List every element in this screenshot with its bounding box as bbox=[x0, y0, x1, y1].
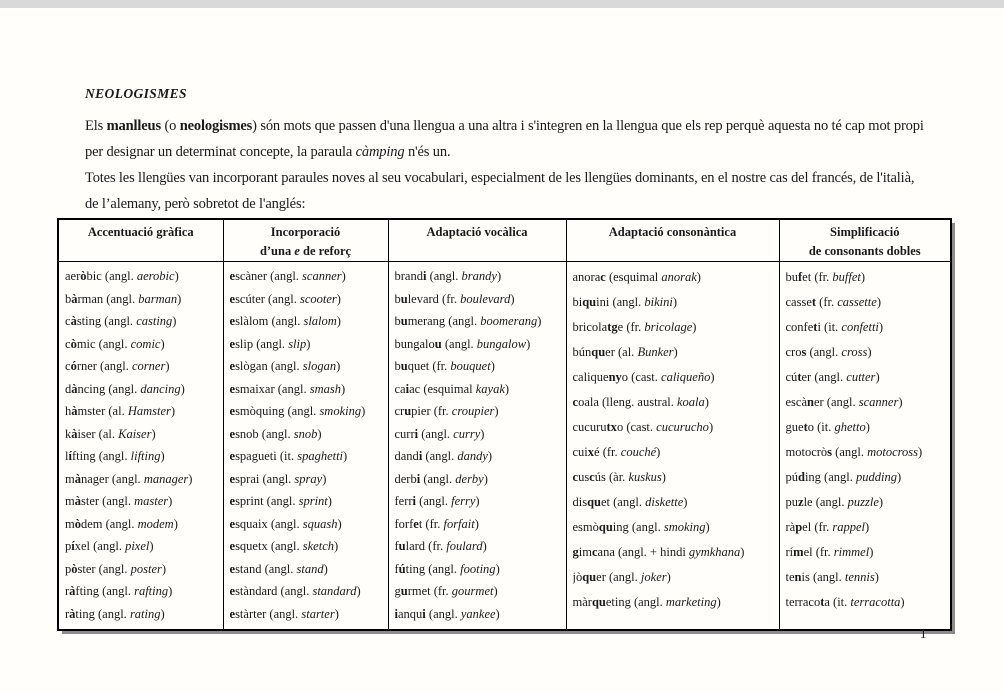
table-entry: caiac (esquimal kayak) bbox=[394, 381, 510, 396]
table-entry: bulevard (fr. boulevard) bbox=[394, 291, 515, 306]
column-header-line: Adaptació consonàntica bbox=[608, 225, 737, 239]
table-entry: ràpel (fr. rappel) bbox=[785, 520, 870, 534]
table-entry: disquet (angl. diskette) bbox=[572, 495, 688, 509]
column-header-4 bbox=[566, 219, 779, 262]
table-entry: aeròbic (angl. aerobic) bbox=[65, 269, 179, 283]
table-entry: jòquer (angl. joker) bbox=[572, 570, 671, 584]
table-entry: mànager (angl. manager) bbox=[65, 471, 193, 486]
column-header-3 bbox=[388, 219, 566, 262]
table-entry: esmòquing (angl. smoking) bbox=[572, 520, 710, 534]
table-entry: escàner (angl. scanner) bbox=[229, 269, 346, 283]
table-entry: ràfting (angl. rafting) bbox=[65, 584, 173, 598]
doc-title: NEOLOGISMES bbox=[85, 86, 187, 101]
table-entry: rímel (fr. rimmel) bbox=[785, 545, 874, 559]
table-entry: fulard (fr. foulard) bbox=[394, 539, 487, 553]
table-entry: hàmster (al. Hamster) bbox=[65, 404, 176, 418]
table-entry: esmòquing (angl. smoking) bbox=[229, 404, 366, 418]
table-entry: esprint (angl. sprint) bbox=[229, 494, 332, 508]
column-cell-3 bbox=[388, 262, 566, 631]
table-entry: bungalou (angl. bungalow) bbox=[394, 336, 531, 351]
intro-line-2: per designar un determinat concepte, la paraula càmping n'és un. bbox=[85, 144, 451, 160]
top-strip bbox=[0, 0, 1004, 8]
table-entry: ferri (angl. ferry) bbox=[394, 494, 480, 508]
table-entry: píxel (angl. pixel) bbox=[65, 539, 154, 553]
table-entry: forfet (fr. forfait) bbox=[394, 516, 479, 531]
table-entry: gueto (it. ghetto) bbox=[785, 420, 870, 434]
table-entry: cucurutxo (cast. cucurucho) bbox=[572, 420, 714, 434]
column-cell-1 bbox=[58, 262, 223, 631]
table-entry: càsting (angl. casting) bbox=[65, 314, 177, 328]
table-entry: confeti (it. confetti) bbox=[785, 320, 884, 334]
column-cell-5 bbox=[779, 262, 951, 631]
table-entry: casset (fr. cassette) bbox=[785, 295, 881, 309]
table-entry: anorac (esquimal anorak) bbox=[572, 270, 701, 284]
column-cell-2 bbox=[223, 262, 388, 631]
table-entry: dàncing (angl. dancing) bbox=[65, 381, 185, 396]
table-entry: tenis (angl. tennis) bbox=[785, 570, 879, 584]
table-entry: estàndard (angl. standard) bbox=[229, 584, 361, 598]
table-entry: esprai (angl. spray) bbox=[229, 471, 327, 486]
table-entry: escàner (angl. scanner) bbox=[785, 395, 903, 409]
table-entry: gimcana (angl. + hindi gymkhana) bbox=[572, 545, 745, 559]
column-header-5 bbox=[779, 219, 951, 262]
table-entry: bàrman (angl. barman) bbox=[65, 291, 182, 306]
table-entry: esquetx (angl. sketch) bbox=[229, 539, 339, 553]
table-entry: cúter (angl. cutter) bbox=[785, 370, 880, 384]
table-body-row bbox=[58, 262, 951, 631]
column-cell-4 bbox=[566, 262, 779, 631]
table-entry: buquet (fr. bouquet) bbox=[394, 359, 495, 373]
table-entry: bricolatge (fr. bricolage) bbox=[572, 320, 697, 334]
column-header-line: Accentuació gràfica bbox=[87, 225, 194, 239]
column-header-line: Adaptació vocàlica bbox=[426, 225, 528, 239]
table-entry: espagueti (it. spaghetti) bbox=[229, 449, 348, 463]
table-entry: esmaixar (angl. smash) bbox=[229, 381, 346, 396]
table-entry: dandi (angl. dandy) bbox=[394, 449, 493, 463]
table-entry: terracota (it. terracotta) bbox=[785, 595, 905, 609]
table-entry: eslip (angl. slip) bbox=[229, 336, 311, 351]
table-entry: estàrter (angl. starter) bbox=[229, 606, 339, 621]
table-entry: córner (angl. corner) bbox=[65, 359, 170, 373]
table-entry: bufet (fr. buffet) bbox=[785, 270, 866, 284]
table-entry: púding (angl. pudding) bbox=[785, 470, 902, 484]
page-number: 1 bbox=[920, 626, 927, 641]
table-entry: caliquenyo (cast. caliqueño) bbox=[572, 370, 715, 384]
table-entry: bumerang (angl. boomerang) bbox=[394, 314, 542, 328]
table-entry: kàiser (al. Kaiser) bbox=[65, 426, 156, 441]
table-entry: eslàlom (angl. slalom) bbox=[229, 314, 341, 328]
table-entry: eslògan (angl. slogan) bbox=[229, 359, 341, 373]
table-entry: còmic (angl. comic) bbox=[65, 336, 165, 351]
intro-paragraphs bbox=[85, 113, 924, 217]
table-header-row bbox=[58, 219, 951, 262]
table-entry: motocròs (angl. motocross) bbox=[785, 445, 923, 459]
table-entry: curri (angl. curry) bbox=[394, 426, 485, 441]
table-entry: coala (lleng. austral. koala) bbox=[572, 395, 709, 409]
column-header-line: Simplificació bbox=[830, 225, 900, 239]
column-header-line: de consonants dobles bbox=[808, 244, 921, 258]
table-entry: mòdem (angl. modem) bbox=[65, 516, 178, 531]
column-header-1 bbox=[58, 219, 223, 262]
neologisms-table bbox=[57, 218, 952, 631]
table-entry: cuixé (fr. couché) bbox=[572, 445, 661, 459]
table-entry: derbi (angl. derby) bbox=[394, 471, 488, 486]
table-entry: fúting (angl. footing) bbox=[394, 561, 500, 576]
column-header-line: Incorporació bbox=[270, 225, 341, 239]
table-entry: pòster (angl. poster) bbox=[65, 561, 167, 576]
table-entry: esnob (angl. snob) bbox=[229, 426, 322, 441]
table-entry: màrqueting (angl. marketing) bbox=[572, 595, 721, 609]
table-entry: màster (angl. master) bbox=[65, 494, 173, 508]
intro-line-1: Els manlleus (o neologismes) són mots que passen d'una llengua a una altra i s'integren en la llengua que els rep perquè aquesta no té cap mot propi bbox=[85, 118, 924, 134]
intro-line-3: Totes les llengües van incorporant paraules noves al seu vocabulari, especialment de les llengües dominants, en el nostre cas del francés, de l'italià, bbox=[85, 170, 915, 186]
table-entry: crupier (fr. croupier) bbox=[394, 404, 499, 418]
table-entry: gurmet (fr. gourmet) bbox=[394, 584, 498, 598]
table-entry: ianqui (angl. yankee) bbox=[394, 606, 500, 621]
column-header-line: d’una e de reforç bbox=[259, 244, 352, 258]
table-entry: puzle (angl. puzzle) bbox=[785, 495, 884, 509]
table-entry: ràting (angl. rating) bbox=[65, 606, 165, 621]
table-entry: esquaix (angl. squash) bbox=[229, 516, 342, 531]
table-entry: búnquer (al. Bunker) bbox=[572, 345, 678, 359]
table-entry: cuscús (àr. kuskus) bbox=[572, 470, 666, 484]
table-entry: lífting (angl. lifting) bbox=[65, 449, 165, 463]
table-entry: estand (angl. stand) bbox=[229, 561, 328, 576]
table-entry: escúter (angl. scooter) bbox=[229, 291, 341, 306]
table-entry: cros (angl. cross) bbox=[785, 345, 872, 359]
table-entry: brandi (angl. brandy) bbox=[394, 269, 502, 283]
intro-line-4: de l’alemany, però sobretot de l'anglés: bbox=[85, 196, 306, 212]
column-header-2 bbox=[223, 219, 388, 262]
table-entry: biquini (angl. bikini) bbox=[572, 295, 678, 309]
